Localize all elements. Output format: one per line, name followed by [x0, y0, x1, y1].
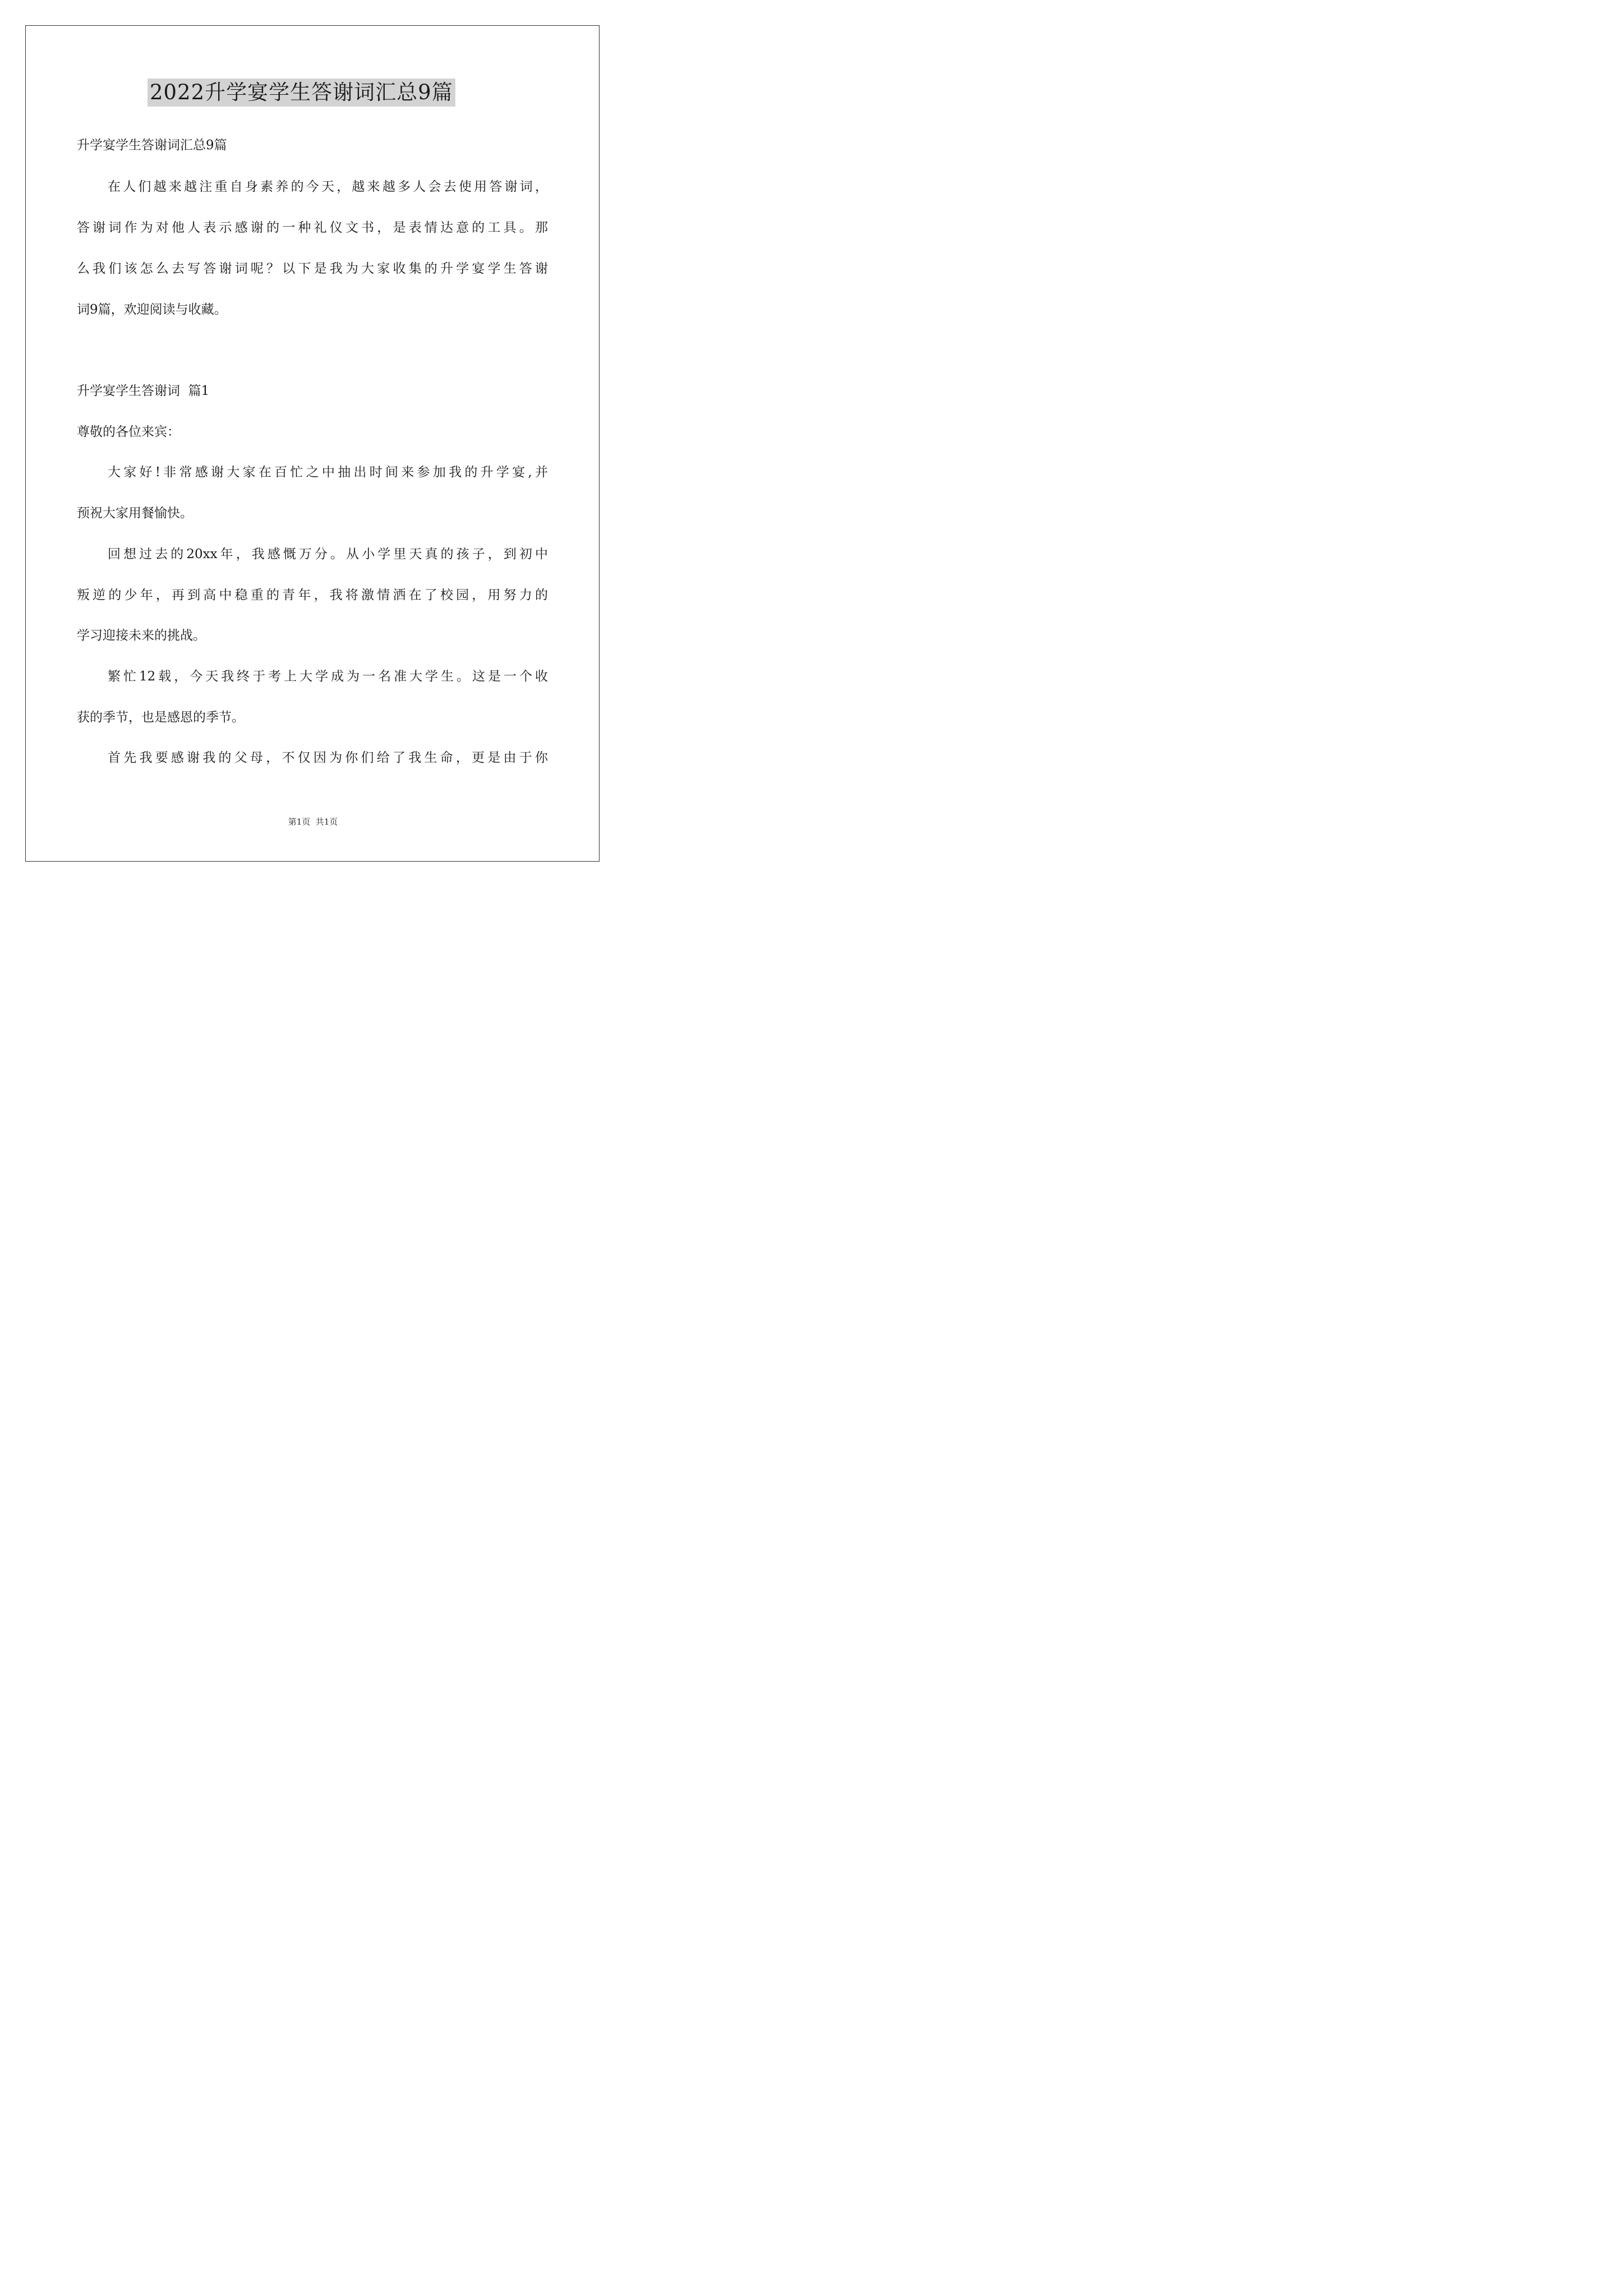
- intro-line: 么我们该怎么去写答谢词呢？以下是我为大家收集的升学宴学生答谢: [77, 261, 548, 276]
- paragraph-line: 回想过去的20xx年，我感慨万分。从小学里天真的孩子，到初中: [108, 547, 548, 562]
- paragraph-line: 预祝大家用餐愉快。: [77, 506, 193, 521]
- paragraph-line: 大家好!非常感谢大家在百忙之中抽出时间来参加我的升学宴,并: [108, 465, 548, 480]
- page-number-footer: 第1页 共1页: [288, 817, 338, 827]
- document-title: 2022升学宴学生答谢词汇总9篇: [147, 79, 455, 107]
- paragraph-line: 叛逆的少年，再到高中稳重的青年，我将激情洒在了校园，用努力的: [77, 588, 548, 602]
- intro-line: 词9篇，欢迎阅读与收藏。: [77, 302, 227, 317]
- intro-line: 在人们越来越注重自身素养的今天，越来越多人会去使用答谢词，: [108, 180, 548, 194]
- paragraph-line: 获的季节，也是感恩的季节。: [77, 710, 245, 725]
- paragraph-line: 学习迎接未来的挑战。: [77, 628, 206, 643]
- salutation: 尊敬的各位来宾：: [77, 425, 180, 439]
- intro-line: 答谢词作为对他人表示感谢的一种礼仪文书，是表情达意的工具。那: [77, 220, 548, 235]
- document-subtitle: 升学宴学生答谢词汇总9篇: [77, 138, 227, 153]
- section-heading: 升学宴学生答谢词 篇1: [77, 384, 210, 398]
- paragraph-line: 繁忙12载，今天我终于考上大学成为一名准大学生。这是一个收: [108, 669, 548, 684]
- paragraph-line: 首先我要感谢我的父母，不仅因为你们给了我生命，更是由于你: [108, 751, 548, 765]
